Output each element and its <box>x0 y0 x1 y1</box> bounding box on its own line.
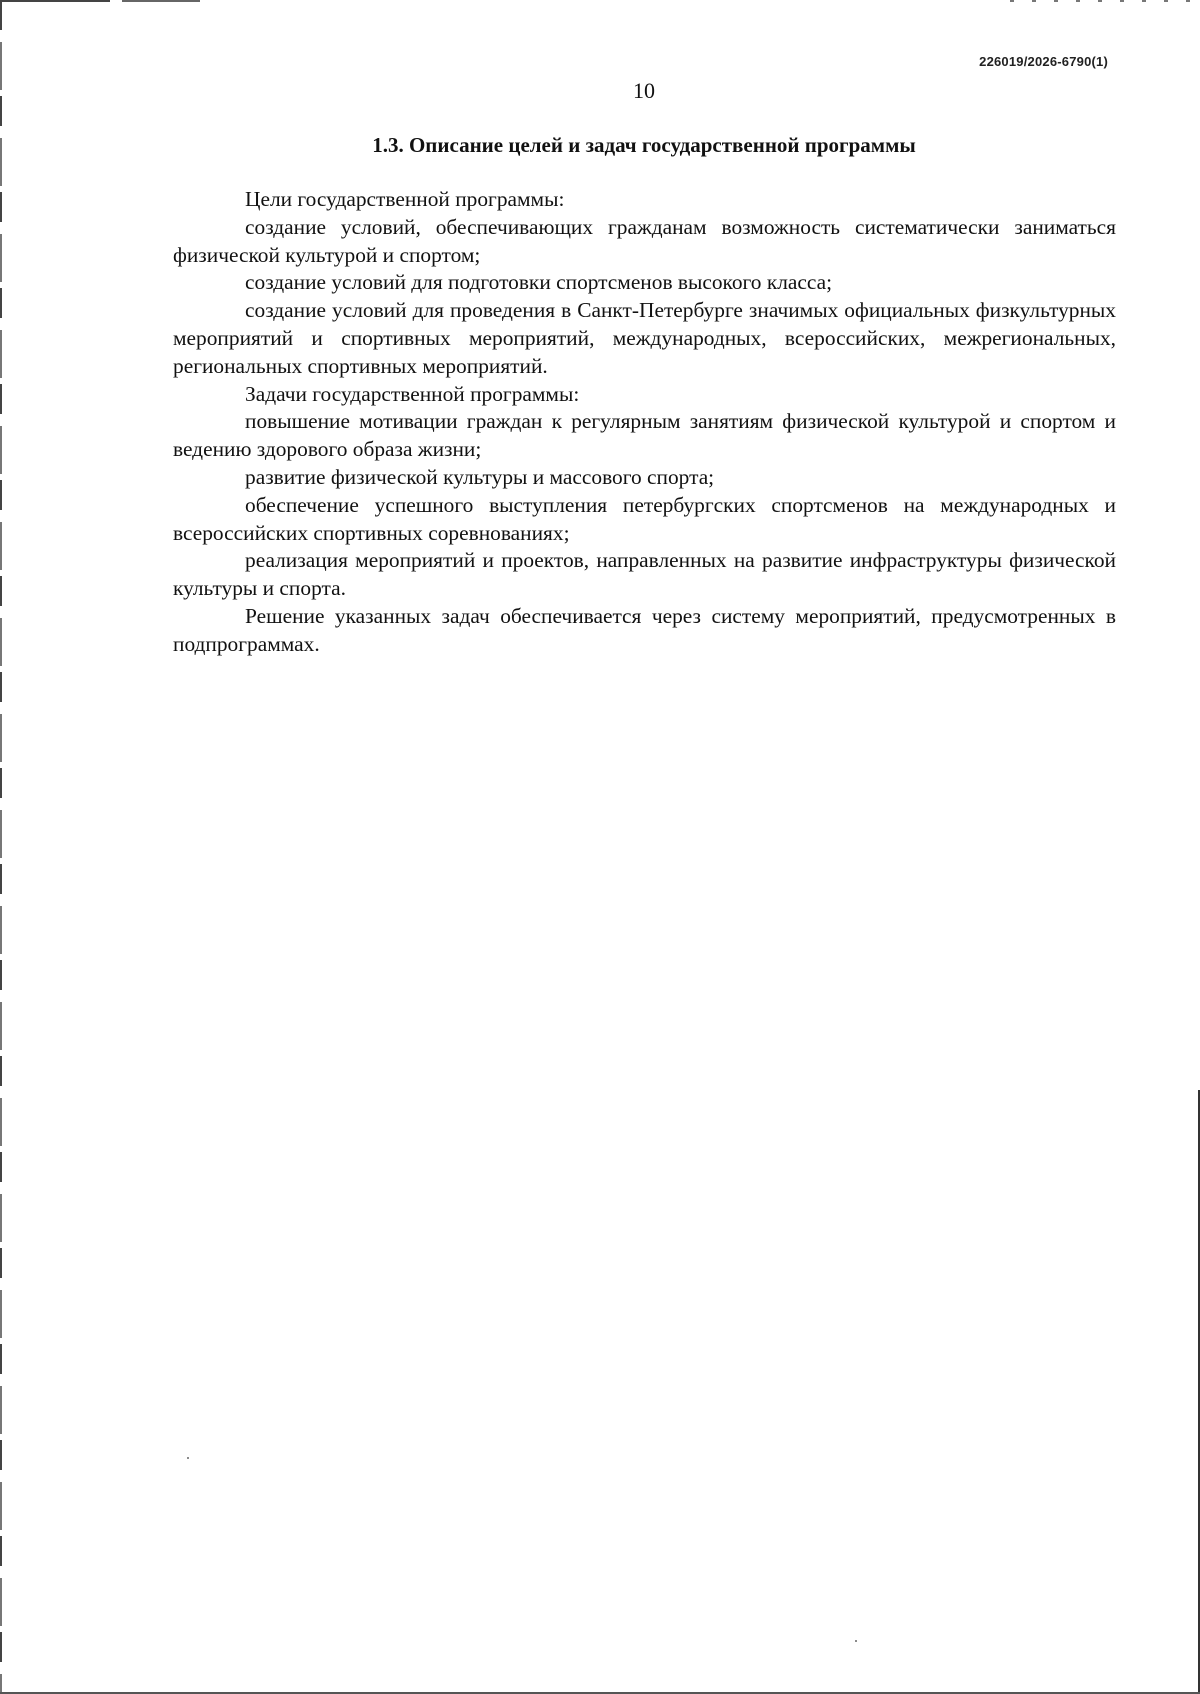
scan-edge-top-right <box>1000 0 1200 2</box>
paragraph-task-3: обеспечение успешного выступления петербургских спортсменов на международных и всероссийских спортивных соревнованиях; <box>173 492 1116 545</box>
paragraph-task-1: повышение мотивации граждан к регулярным занятиям физической культурой и спортом и ведению здорового образа жизни; <box>173 409 1116 462</box>
paragraph-task-4: реализация мероприятий и проектов, направленных на развитие инфраструктуры физической культуры и спорта. <box>173 548 1116 601</box>
document-body <box>173 186 1116 659</box>
paragraph-goals-heading: Цели государственной программы: <box>245 187 565 211</box>
paragraph-goal-3: создание условий для проведения в Санкт-Петербурге значимых официальных физкультурных мероприятий и спортивных мероприятий, международных, всероссийских, межрегиональных, региональных спортивных мероприятий. <box>173 298 1116 378</box>
page-number: 10 <box>633 78 655 103</box>
paragraph-tasks-heading: Задачи государственной программы: <box>245 381 580 406</box>
scan-speck <box>855 1640 857 1642</box>
paragraph-conclusion: Решение указанных задач обеспечивается через систему мероприятий, предусмотренных в подпрограммах. <box>173 603 1116 656</box>
paragraph-goal-2: создание условий для подготовки спортсменов высокого класса; <box>245 270 833 295</box>
paragraph-goal-1: создание условий, обеспечивающих гражданам возможность систематически заниматься физической культурой и спортом; <box>173 214 1116 267</box>
scan-edge-left <box>0 0 2 1694</box>
document-registration-number: 226019/2026-6790(1) <box>979 54 1108 69</box>
section-title: 1.3. Описание целей и задач государственной программы <box>372 133 916 157</box>
paragraph-task-2: развитие физической культуры и массового спорта; <box>245 464 715 489</box>
scan-edge-top <box>0 0 200 2</box>
scan-speck <box>187 1457 189 1459</box>
